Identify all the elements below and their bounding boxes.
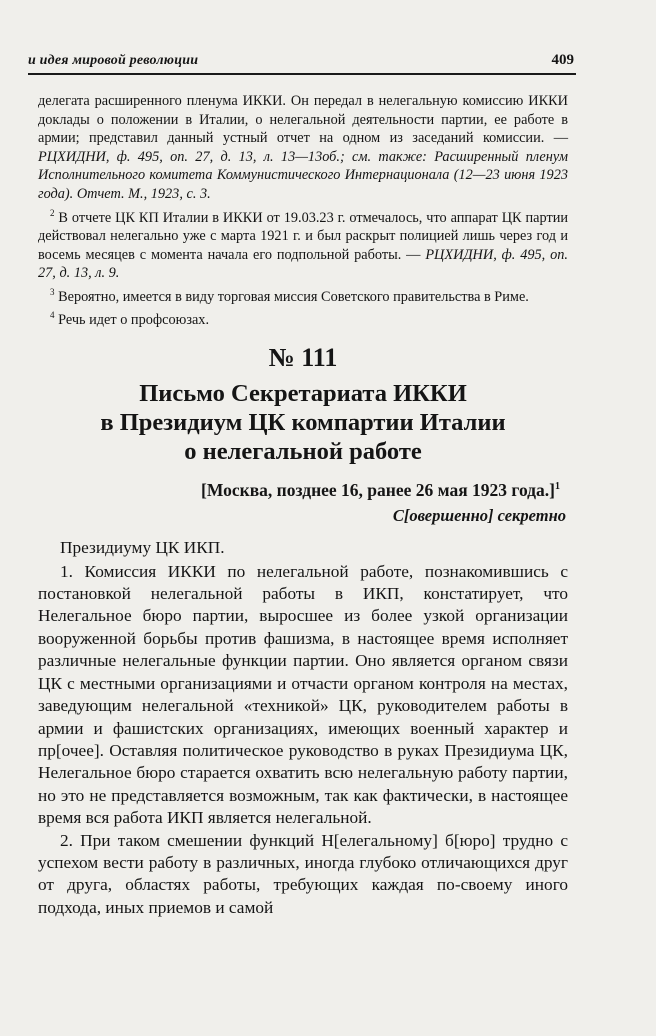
footnote-2 — [38, 204, 568, 283]
running-head — [28, 52, 574, 69]
footnote-3 — [38, 283, 568, 306]
paragraph-2: 2. При таком смешении функций Н[елегальному] б[юро] трудно с успехом вести работу в различных, иногда глубоко отличающихся друг от друга, областях работы, требующих каждая по-своему иного подхода, иных приемов и самой — [38, 830, 568, 917]
document-title-line-3: о нелегальной работе — [184, 438, 422, 466]
footnote-3-mark: 3 — [50, 286, 55, 297]
footnote-continuation — [38, 92, 568, 204]
document-date-text: [Москва, позднее 16, ранее 26 мая 1923 года.] — [201, 480, 555, 501]
running-title: и идея мировой революции — [28, 53, 199, 68]
footnotes — [38, 92, 568, 329]
page-content — [38, 92, 568, 919]
document-title — [38, 379, 568, 466]
header-rule — [28, 73, 576, 75]
footnote-2-mark: 2 — [50, 207, 55, 218]
footnote-4-text: Речь идет о профсоюзах. — [58, 311, 210, 328]
addressee: Президиуму ЦК ИКП. — [60, 538, 225, 558]
footnote-cont-ref: РЦХИДНИ, ф. 495, оп. 27, д. 13, л. 13—13об.; см. также: Расширенный пленум Исполнительного комитета Коммунистического Интернационала (12—23 июня 1923 года). Отчет. М., 1923, с. 3. — [38, 148, 568, 202]
document-title-line-1: Письмо Секретариата ИККИ — [139, 380, 467, 408]
footnote-4-mark: 4 — [50, 310, 55, 321]
footnote-3-text: Вероятно, имеется в виду торговая миссия Советского правительства в Риме. — [58, 288, 529, 305]
document-date-note-mark: 1 — [555, 481, 560, 493]
classification-stamp: С[овершенно] секретно — [392, 506, 566, 526]
footnote-2-text: В отчете ЦК КП Италии в ИККИ от 19.03.23 г. отмечалось, что аппарат ЦК партии действовал нелегально уже с марта 1921 г. и был раскрыт полицией лишь через год и восемь месяцев с момента начала его подпольной работы. — — [38, 209, 568, 263]
document-number: № 111 — [268, 343, 338, 373]
letter-body — [38, 537, 568, 919]
footnote-2-ref: РЦХИДНИ, ф. 495, оп. 27, д. 13, л. 9. — [38, 246, 568, 282]
paragraph-1: 1. Комиссия ИККИ по нелегальной работе, познакомившись с постановкой нелегальной работы в ИКП, констатирует, что Нелегальное бюро партии, выросшее из более узкой организации вооруженной борьбы против фашизма, в настоящее время исполняет различные нелегальные функции партии. Оно является органом связи ЦК с местными организациями и отчасти органом контроля на местах, заведующим нелегальной «техникой» ЦК, руководителем работы в армии и фашистских организациях, имеющих военный характер и пр[очее]. Оставляя политическое руководство в руках Президиума ЦК, Нелегальное бюро старается охватить всю нелегальную работу партии, но это не представляется возможным, так как фактически, в настоящее время вся работа ИКП является нелегальной. — [38, 561, 568, 828]
document-title-line-2: в Президиум ЦК компартии Италии — [100, 409, 506, 437]
footnote-cont-text: делегата расширенного пленума ИККИ. Он передал в нелегальную комиссию ИККИ доклады о положении в Италии, о нелегальной деятельности партии, ее работе в армии; представил данный устный отчет на одном из заседаний комиссии. — — [38, 93, 568, 147]
page-number: 409 — [551, 52, 574, 68]
footnote-4 — [38, 306, 568, 329]
document-date — [38, 476, 568, 501]
